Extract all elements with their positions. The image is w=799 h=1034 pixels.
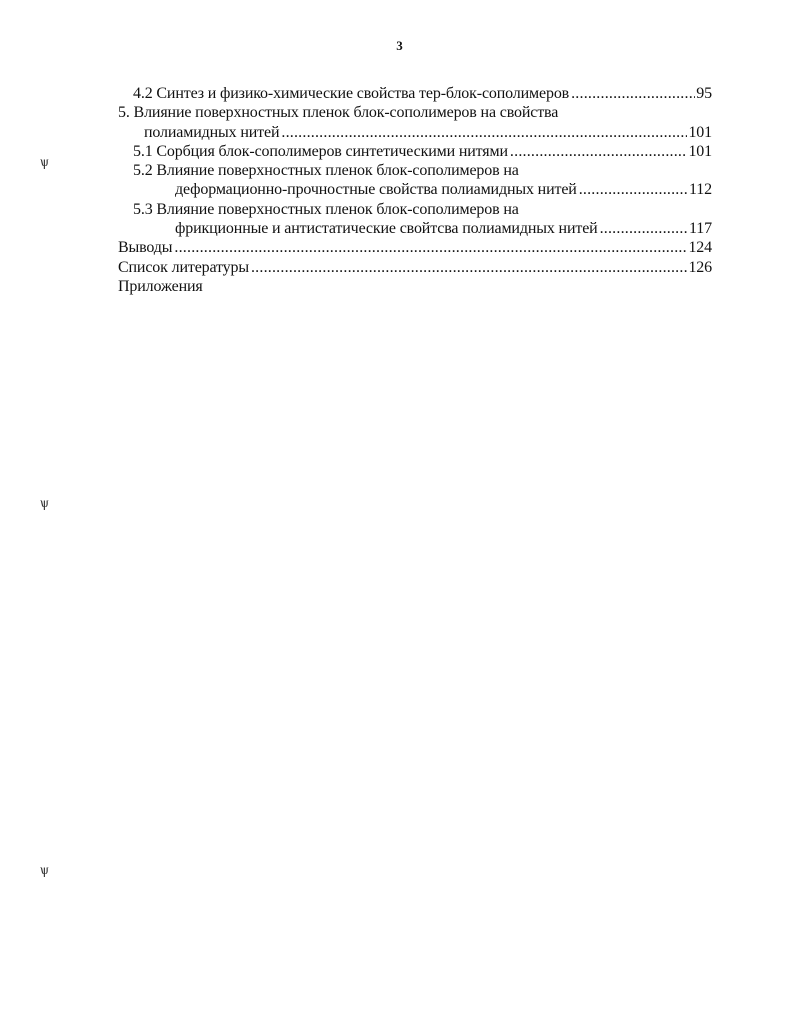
toc-entry-5-2-title [118, 161, 712, 180]
toc-entry-text: 4.2 Синтез и физико-химические свойства тер-блок-сополимеров [133, 85, 570, 102]
toc-entry-4-2 [118, 84, 712, 103]
table-of-contents [118, 84, 712, 296]
toc-dot-leader [600, 219, 688, 238]
toc-dot-leader [251, 258, 687, 277]
toc-dot-leader [579, 180, 688, 199]
toc-entry-5-1 [118, 142, 712, 161]
toc-entry-text: полиамидных нитей [144, 123, 280, 141]
toc-entry-appendices [118, 277, 712, 296]
toc-entry-conclusions [118, 238, 712, 257]
toc-entry-page: 101 [688, 123, 712, 141]
toc-entry-text: фрикционные и антистатические свойтсва полиамидных нитей [175, 220, 598, 238]
toc-entry-text: Выводы [118, 239, 173, 257]
toc-entry-text: 5.2 Влияние поверхностных пленок блок-сополимеров на [133, 162, 519, 180]
toc-dot-leader [510, 142, 688, 161]
toc-entry-page: 95 [696, 85, 712, 102]
toc-entry-page: 101 [688, 142, 712, 160]
toc-entry-text: 5.3 Влияние поверхностных пленок блок-сополимеров на [133, 200, 519, 218]
toc-entry-page: 126 [688, 258, 712, 276]
toc-dot-leader [571, 84, 695, 103]
toc-entry-page: 117 [689, 220, 712, 238]
toc-entry-page: 112 [689, 181, 712, 199]
toc-entry-5-3-title [118, 200, 712, 219]
toc-entry-references [118, 258, 712, 277]
toc-entry-5-2-cont [118, 180, 712, 199]
margin-mark-middle: ѱ [40, 496, 49, 511]
toc-entry-text: Приложения [118, 277, 203, 295]
margin-mark-bottom: ѱ [40, 863, 49, 878]
toc-entry-text: Список литературы [118, 258, 249, 276]
toc-entry-page: 124 [688, 239, 712, 257]
toc-entry-5-3-cont [118, 219, 712, 238]
toc-entry-text: 5.1 Сорбция блок-сополимеров синтетическими нитями [133, 142, 508, 160]
toc-entry-text: 5. Влияние поверхностных пленок блок-сополимеров на свойства [118, 104, 559, 122]
toc-entry-text: деформационно-прочностные свойства полиамидных нитей [175, 181, 577, 199]
toc-entry-5-cont [118, 123, 712, 142]
margin-mark-top: ѱ [40, 155, 49, 170]
toc-dot-leader [281, 123, 687, 142]
toc-dot-leader [174, 238, 687, 257]
toc-entry-5-title [118, 103, 712, 122]
page-number: 3 [396, 38, 403, 53]
